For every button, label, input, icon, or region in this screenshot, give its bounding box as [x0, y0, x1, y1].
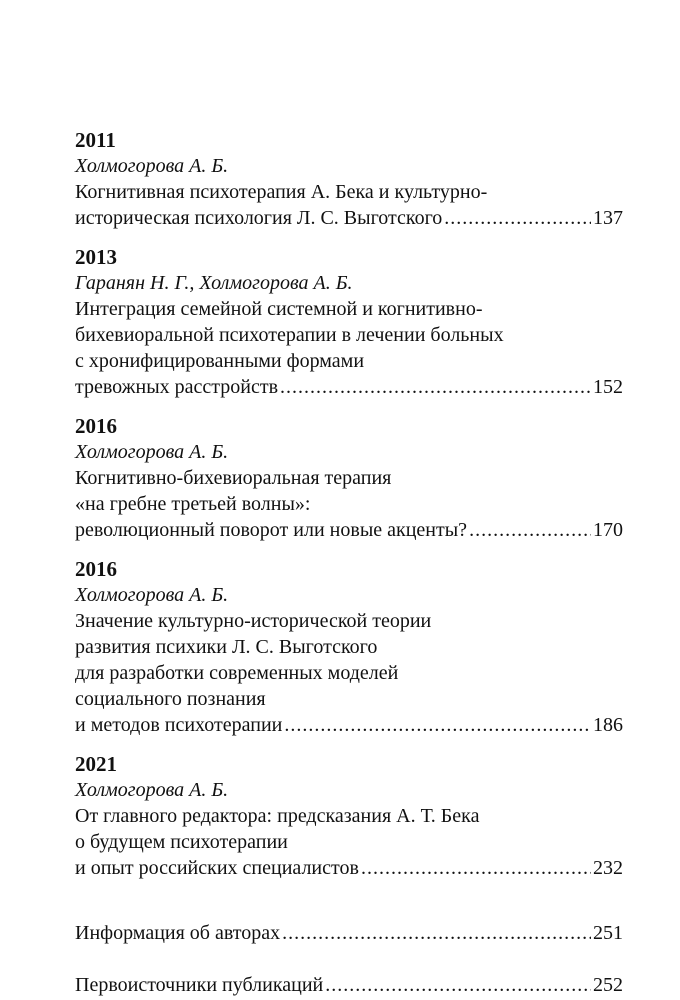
- section-year: 2016: [75, 557, 117, 581]
- section-title-line: Интеграция семейной системной и когнитивно-: [75, 298, 483, 320]
- section-year: 2016: [75, 414, 117, 438]
- toc-section-2016-a: [75, 413, 623, 543]
- page-number: 232: [593, 857, 623, 879]
- toc-section-2016-b: [75, 556, 623, 738]
- dot-leader: [282, 920, 591, 946]
- toc-entry-leader: [75, 374, 623, 400]
- section-title-line: Когнитивно-бихевиоральная терапия: [75, 467, 392, 489]
- section-title-line: и опыт российских специалистов: [75, 857, 359, 879]
- section-author: Гаранян Н. Г., Холмогорова А. Б.: [75, 272, 353, 294]
- dot-leader: [469, 517, 591, 543]
- section-author: Холмогорова А. Б.: [75, 441, 229, 463]
- toc-section-2011: [75, 127, 623, 231]
- toc-entry-leader: [75, 517, 623, 543]
- section-title-line: тревожных расстройств: [75, 376, 279, 398]
- section-title-line: историческая психология Л. С. Выготского: [75, 207, 443, 229]
- toc-entry-sources: [75, 972, 623, 998]
- entry-title: Информация об авторах: [75, 922, 281, 944]
- section-title-line: развития психики Л. С. Выготского: [75, 636, 378, 658]
- section-title-line: Значение культурно-исторической теории: [75, 610, 432, 632]
- section-author: Холмогорова А. Б.: [75, 584, 229, 606]
- section-title-line: с хронифицированными формами: [75, 350, 365, 372]
- toc-section-2021: [75, 751, 623, 881]
- page-number: 152: [593, 376, 623, 398]
- toc-entry-leader: [75, 205, 623, 231]
- spacer: [75, 894, 623, 920]
- dot-leader: [280, 374, 591, 400]
- section-title-line: социального познания: [75, 688, 266, 710]
- section-year: 2021: [75, 752, 117, 776]
- page-number: 137: [593, 207, 623, 229]
- page-number: 186: [593, 714, 623, 736]
- page-number: 252: [593, 974, 623, 996]
- dot-leader: [284, 712, 591, 738]
- dot-leader: [361, 855, 591, 881]
- dot-leader: [325, 972, 591, 998]
- section-title-line: для разработки современных моделей: [75, 662, 399, 684]
- section-year: 2013: [75, 245, 117, 269]
- section-author: Холмогорова А. Б.: [75, 155, 229, 177]
- table-of-contents: [75, 127, 623, 998]
- page-number: 251: [593, 922, 623, 944]
- toc-entry-leader: [75, 855, 623, 881]
- section-title-line: От главного редактора: предсказания А. Т. Бека: [75, 805, 480, 827]
- page-number: 170: [593, 519, 623, 541]
- toc-section-2013: [75, 244, 623, 400]
- spacer: [75, 946, 623, 972]
- section-title-line: бихевиоральной психотерапии в лечении больных: [75, 324, 504, 346]
- section-author: Холмогорова А. Б.: [75, 779, 229, 801]
- section-title-line: и методов психотерапии: [75, 714, 283, 736]
- toc-entry-leader: [75, 712, 623, 738]
- dot-leader: [444, 205, 591, 231]
- section-title-line: революционный поворот или новые акценты?: [75, 519, 468, 541]
- section-year: 2011: [75, 128, 116, 152]
- section-title-line: о будущем психотерапии: [75, 831, 288, 853]
- toc-entry-authors-info: [75, 920, 623, 946]
- section-title-line: «на гребне третьей волны»:: [75, 493, 311, 515]
- section-title-line: Когнитивная психотерапия А. Бека и культурно-: [75, 181, 488, 203]
- entry-title: Первоисточники публикаций: [75, 974, 324, 996]
